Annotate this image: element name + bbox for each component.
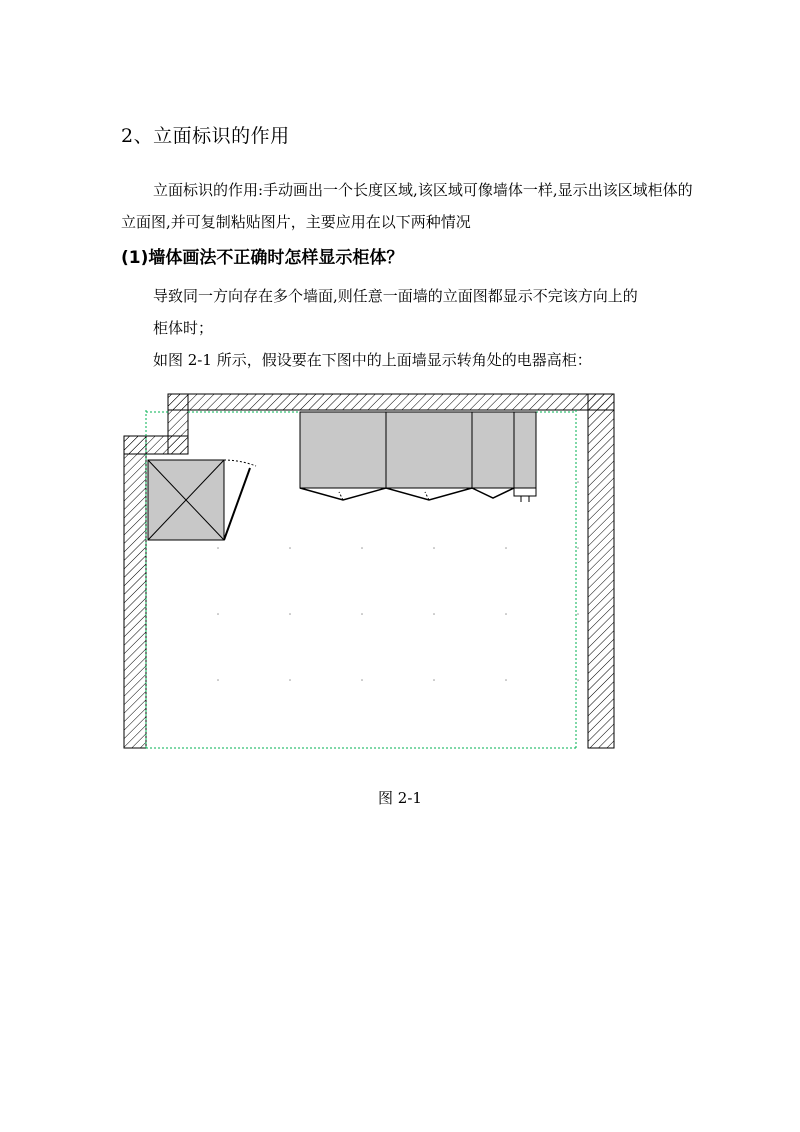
subsection-line-3: 如图 2-1 所示，假设要在下图中的上面墙显示转角处的电器高柜： xyxy=(153,351,592,369)
cabinet-3 xyxy=(472,412,514,488)
floor-plan-drawing xyxy=(118,388,618,758)
subsection-title: (1)墙体画法不正确时怎样显示柜体？ xyxy=(121,248,404,268)
subsection-line-2: 柜体时； xyxy=(153,319,214,337)
intro-paragraph: 立面标识的作用:手动画出一个长度区域,该区域可像墙体一样,显示出该区域柜体的立面图,并可复制粘贴图片，主要应用在以下两种情况 xyxy=(121,181,693,231)
floor-plan-figure xyxy=(118,388,618,758)
cabinet-1 xyxy=(300,412,386,488)
upper-cabinet-row xyxy=(300,412,536,502)
section-title: 2、立面标识的作用 xyxy=(121,125,290,147)
grid-markers xyxy=(217,481,579,681)
subsection-line-1: 导致同一方向存在多个墙面,则任意一面墙的立面图都显示不完该方向上的 xyxy=(153,287,638,305)
cabinet-4 xyxy=(514,412,536,488)
figure-caption: 图 2-1 xyxy=(378,789,422,807)
corner-appliance-cabinet xyxy=(148,460,256,540)
cabinet-2 xyxy=(386,412,472,488)
